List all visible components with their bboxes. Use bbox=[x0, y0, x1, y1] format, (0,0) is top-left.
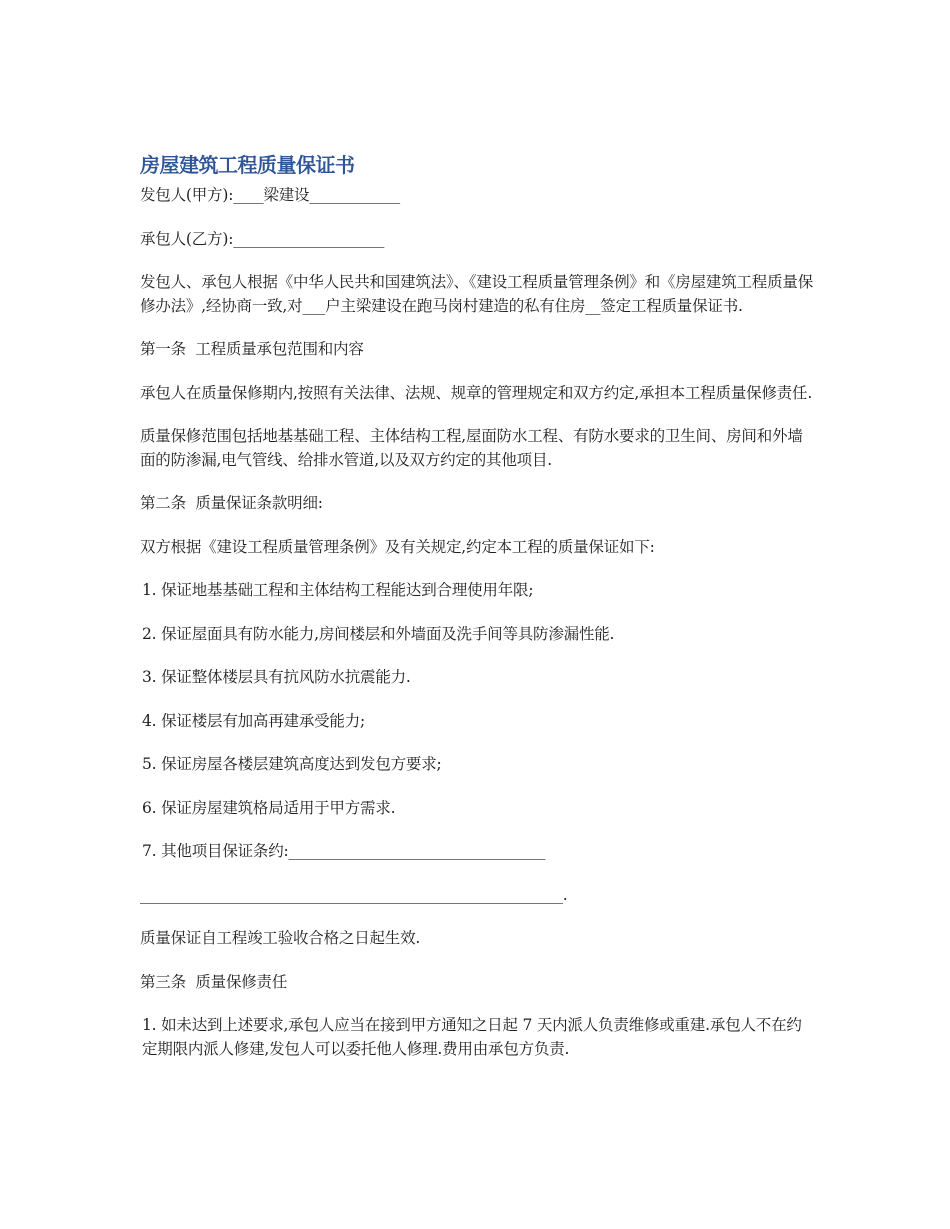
article2-item-3: 3. 保证整体楼层具有抗风防水抗震能力. bbox=[142, 668, 411, 686]
document-title: 房屋建筑工程质量保证书 bbox=[140, 153, 355, 177]
article2-item-5: 5. 保证房屋各楼层建筑高度达到发包方要求; bbox=[142, 755, 442, 773]
article2-intro: 双方根据《建设工程质量管理条例》及有关规定,约定本工程的质量保证如下: bbox=[140, 537, 655, 556]
document-body bbox=[140, 150, 815, 1081]
article1-paragraph-2: 质量保修范围包括地基基础工程、主体结构工程,屋面防水工程、有防水要求的卫生间、房间和外墙面的防渗漏,电气管线、给排水管道,以及双方约定的其他项目. bbox=[140, 427, 803, 469]
effective-statement: 质量保证自工程竣工验收合格之日起生效. bbox=[140, 929, 421, 947]
article3-heading: 第三条 质量保修责任 bbox=[140, 972, 288, 991]
article1-heading: 第一条 工程质量承包范围和内容 bbox=[140, 340, 364, 358]
article2-heading: 第二条 质量保证条款明细: bbox=[140, 494, 323, 512]
party-a-line: 发包人(甲方):____梁建设____________ bbox=[140, 186, 400, 204]
article3-paragraph-1: 1. 如未达到上述要求,承包人应当在接到甲方通知之日起 7 天内派人负责维修或重建.承包人不在约定期限内派人修建,发包人可以委托他人修理.费用由承包方负责. bbox=[142, 1016, 802, 1058]
party-b-line: 承包人(乙方):____________________ bbox=[140, 229, 385, 248]
article2-item-6: 6. 保证房屋建筑格局适用于甲方需求. bbox=[142, 798, 396, 817]
article2-item-4: 4. 保证楼层有加高再建承受能力; bbox=[142, 711, 366, 730]
article2-item-2: 2. 保证屋面具有防水能力,房间楼层和外墙面及洗手间等具防渗漏性能. bbox=[142, 624, 615, 643]
article1-paragraph-1: 承包人在质量保修期内,按照有关法律、法规、规章的管理规定和双方约定,承担本工程质量保修责任. bbox=[140, 383, 813, 402]
intro-paragraph: 发包人、承包人根据《中华人民共和国建筑法》、《建设工程质量管理条例》和《房屋建筑工程质量保修办法》,经协商一致,对___户主梁建设在跑马岗村建造的私有住房__签定工程质量保证书. bbox=[140, 273, 814, 315]
article2-item-1: 1. 保证地基基础工程和主体结构工程能达到合理使用年限; bbox=[142, 581, 534, 599]
blank-fill-line: ________________________________________________________. bbox=[140, 885, 568, 904]
article2-item-7: 7. 其他项目保证条约:__________________________________ bbox=[142, 842, 546, 860]
